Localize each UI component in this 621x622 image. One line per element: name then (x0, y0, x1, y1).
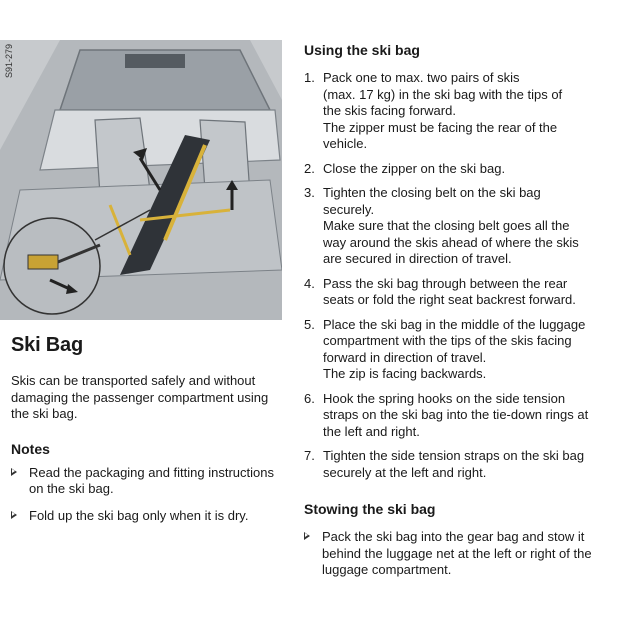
step-line: Pass the ski bag through between the rear (323, 275, 568, 291)
stowing-heading: Stowing the ski bag (304, 501, 436, 517)
step-number: 1. (304, 70, 315, 85)
steps-list (304, 70, 594, 481)
right-column (304, 42, 594, 589)
step-line: The zip is facing backwards. (323, 366, 487, 381)
intro-paragraph: Skis can be transported safely and without damaging the passenger compartment using the ski bag. (11, 373, 269, 421)
step-line: way around the skis ahead of where the skis (323, 234, 579, 250)
step-line: Pack one to max. two pairs of skis (323, 70, 520, 85)
step-number: 3. (304, 185, 315, 200)
page-title: Ski Bag (11, 334, 83, 356)
step-item (304, 185, 594, 268)
step-line: securely. (323, 201, 375, 217)
bullet-triangle-icon (11, 511, 17, 519)
luggage-compartment-drawing (0, 40, 282, 320)
step-line: securely at the left and right. (323, 464, 487, 480)
step-number: 4. (304, 275, 315, 291)
notes-list (11, 465, 279, 525)
step-line: The zipper must be facing the rear of the (323, 119, 558, 135)
step-number: 5. (304, 316, 315, 332)
step-line: Tighten the closing belt on the ski bag (323, 185, 541, 200)
left-column (11, 334, 279, 534)
step-line: straps on the ski bag into the tie-down rings at (323, 407, 589, 422)
step-line: vehicle. (323, 136, 368, 151)
step-line: Tighten the side tension straps on the ski bag (323, 448, 585, 463)
step-line: Close the zipper on the ski bag. (323, 160, 506, 176)
step-line: the left and right. (323, 423, 420, 439)
step-line: the skis facing forward. (323, 103, 456, 118)
step-item (304, 317, 594, 383)
using-heading: Using the ski bag (304, 42, 420, 58)
step-line: Make sure that the closing belt goes all the (323, 218, 570, 233)
stowing-list (304, 529, 594, 579)
step-line: Hook the spring hooks on the side tension (323, 390, 566, 406)
step-number: 6. (304, 390, 315, 406)
step-line: compartment with the tips of the skis facing (323, 333, 572, 348)
step-item (304, 448, 594, 481)
step-line: are secured in direction of travel. (323, 251, 512, 266)
stowing-item: Pack the ski bag into the gear bag and stow it behind the luggage net at the left or right of the luggage compartment. (304, 529, 594, 579)
step-number: 2. (304, 160, 315, 176)
step-line: (max. 17 kg) in the ski bag with the tips of (323, 86, 563, 102)
step-line: Place the ski bag in the middle of the luggage (323, 316, 586, 332)
bullet-triangle-icon (11, 468, 17, 476)
figure-code: S91-279 (4, 44, 14, 79)
step-line: seats or fold the right seat backrest forward. (323, 292, 576, 307)
step-line: forward in direction of travel. (323, 349, 487, 365)
step-item (304, 70, 594, 153)
step-item (304, 276, 594, 309)
step-item (304, 391, 594, 441)
step-number: 7. (304, 448, 315, 463)
note-item: Read the packaging and fitting instructions on the ski bag. (11, 465, 279, 498)
bullet-triangle-icon (304, 532, 310, 540)
stowing-section (304, 501, 594, 579)
ski-bag-illustration (0, 40, 282, 320)
notes-heading: Notes (11, 440, 50, 457)
step-item (304, 161, 594, 178)
note-item: Fold up the ski bag only when it is dry. (11, 508, 279, 525)
